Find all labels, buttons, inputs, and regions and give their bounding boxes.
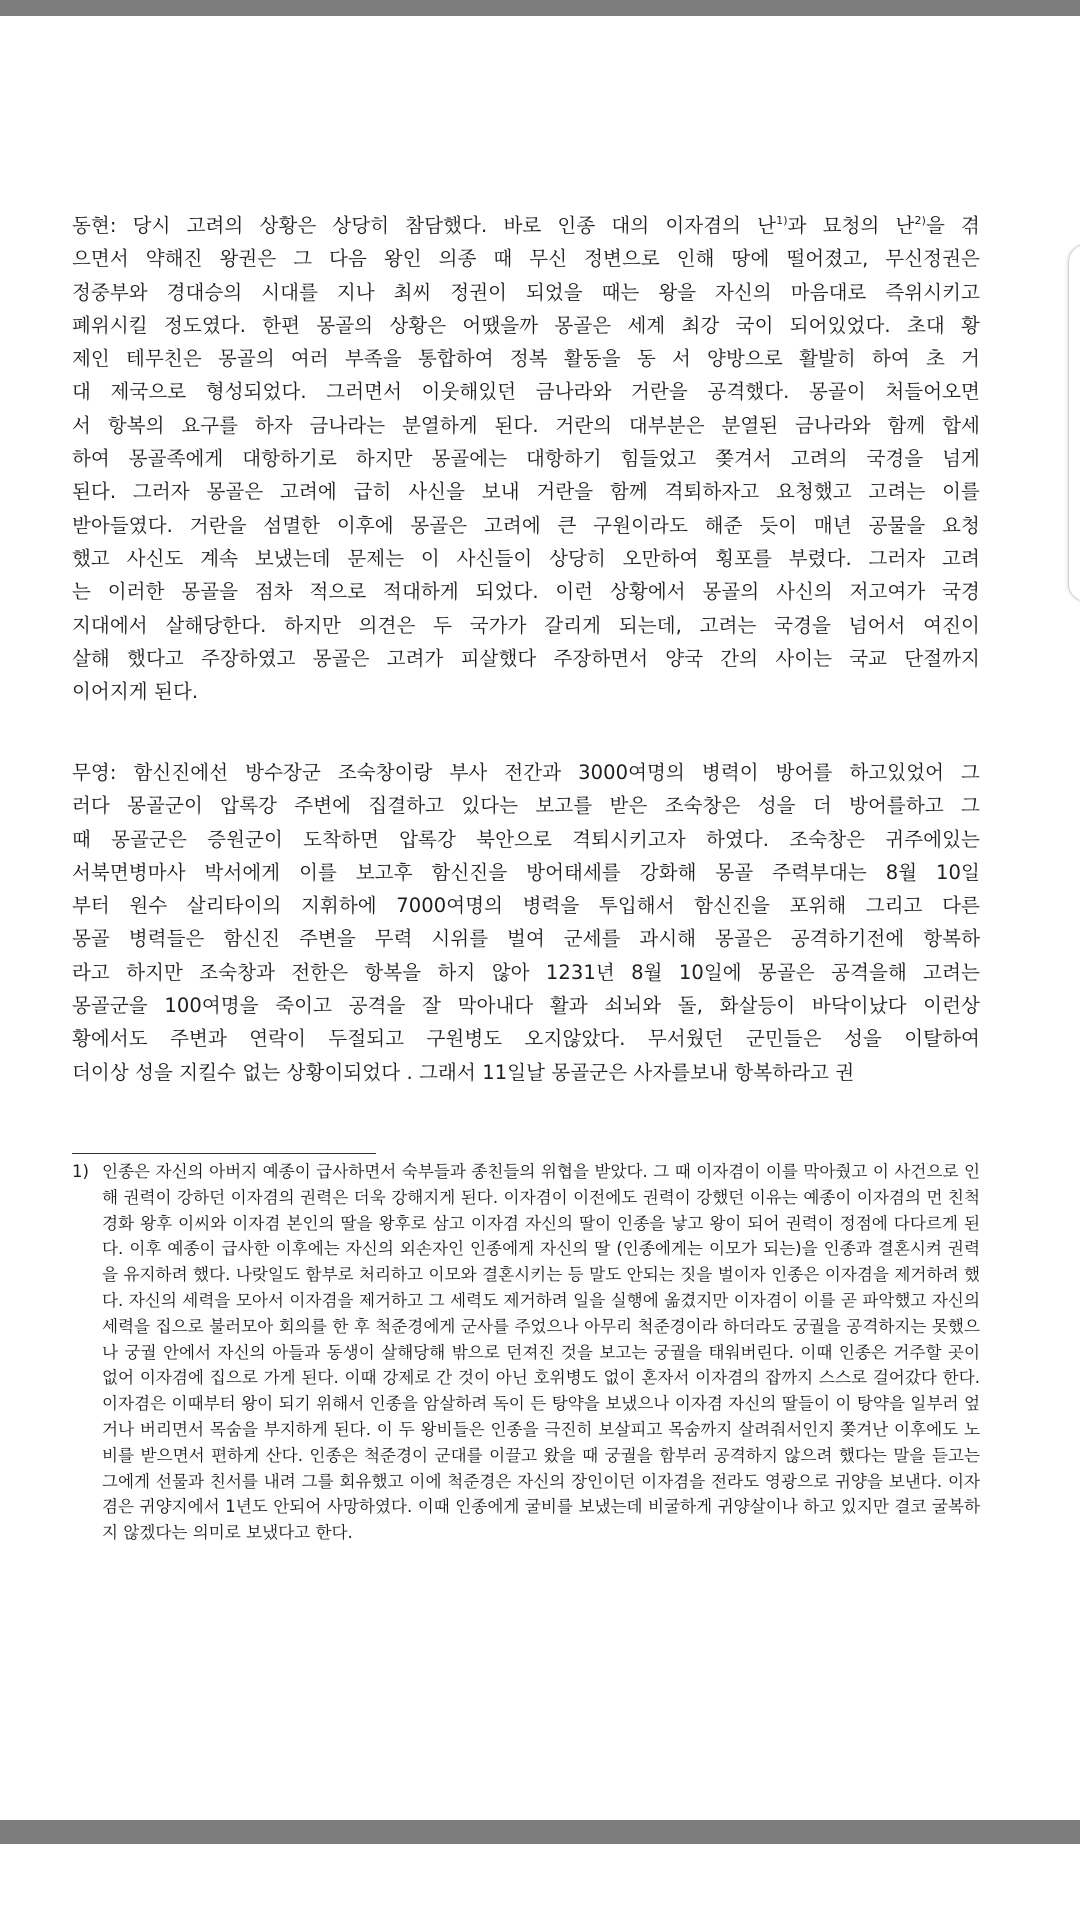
text-line xyxy=(72,642,980,675)
text-segment: 을 겪 xyxy=(926,214,980,237)
text-segment: 동현: 당시 고려의 상황은 상당히 참담했다. 바로 인종 대의 이자겸의 난 xyxy=(72,214,777,237)
text-segment: 제인 테무친은 몽골의 여러 부족을 통합하여 정복 활동을 동 서 양방으로 활발히 하여 초 거 xyxy=(72,347,980,371)
text-line xyxy=(72,309,980,342)
text-line xyxy=(72,575,980,608)
text-line xyxy=(72,922,980,955)
text-line xyxy=(72,375,980,408)
text-line xyxy=(72,789,980,822)
text-segment: 라고 하지만 조숙창과 전한은 항복을 하지 않아 1231년 8월 10일에 몽골은 공격을해 고려는 xyxy=(72,960,980,984)
viewer-bottom-bar xyxy=(0,1820,1080,1844)
paragraph-donghyun xyxy=(72,209,980,708)
text-segment: 러다 몽골군이 압록강 주변에 집결하고 있다는 보고를 받은 조숙창은 성을 더 방어를하고 그 xyxy=(72,794,980,818)
text-segment: 무영: 함신진에선 방수장군 조숙창이랑 부사 전간과 3000여명의 병력이 방어를 하고있었어 그 xyxy=(72,761,980,784)
paragraph-muyoung xyxy=(72,756,980,1089)
footnote-marker[interactable]: 1) xyxy=(776,214,788,227)
footnote-1 xyxy=(72,1159,980,1546)
text-line xyxy=(72,675,980,708)
text-line xyxy=(72,1056,980,1089)
text-line xyxy=(72,989,980,1022)
text-line xyxy=(72,956,980,989)
text-segment: 부터 원수 살리타이의 지휘하에 7000여명의 병력을 투입해서 함신진을 포위해 그리고 다른 xyxy=(72,894,980,918)
text-line xyxy=(72,1022,980,1055)
text-segment: 지대에서 살해당한다. 하지만 의견은 두 국가가 갈리게 되는데, 고려는 국경을 넘어서 여진이 xyxy=(72,613,980,637)
text-segment: 했고 사신도 계속 보냈는데 문제는 이 사신들이 상당히 오만하여 횡포를 부렸다. 그러자 고려 xyxy=(72,546,980,570)
footnote-text: 인종은 자신의 아버지 예종이 급사하면서 숙부들과 종친들의 위협을 받았다. 그 때 이자겸이 이를 막아줬고 이 사건으로 인해 권력이 강하던 이자겸의 권력은 더욱 강해지게 된다. 이자겸이 이전에도 권력이 강했던 이유는 예종이 이자겸의 먼 친척 경화 왕후 이씨와 이자겸 본인의 딸을 왕후로 삼고 이자겸 자신의 딸이 인종을 낳고 왕이 되어 권력이 정점에 다다르게 된다. 이후 예종이 급사한 이후에는 자신의 외손자인 인종에게 자신의 딸 (인종에게는 이모가 되는)을 인종과 결혼시켜 권력을 유지하려 했다. 나랏일도 함부로 처리하고 이모와 결혼시키는 등 말도 안되는 짓을 벌이자 인종은 이자겸을 제거하려 했다. 자신의 세력을 모아서 이자겸을 제거하고 그 세력도 제거하려 일을 실행에 옮겼지만 이자겸이 이를 곧 파악했고 자신의 세력을 집으로 불러모아 회의를 한 후 척준경에게 군사를 주었으나 아무리 척준경이라 하더라도 궁궐을 공격하지는 못했으나 궁궐 안에서 자신의 아들과 동생이 살해당해 밖으로 던져진 것을 보고는 궁궐을 태워버린다. 이때 인종은 거주할 곳이 없어 이자겸에 집으로 가게 된다. 이때 강제로 간 것이 아닌 호위병도 없이 혼자서 이자겸의 잡까지 스스로 걸어갔다 한다. 이자겸은 이때부터 왕이 되기 위해서 인종을 암살하려 독이 든 탕약을 보냈으나 이자겸 자신의 딸들이 이 탕약을 일부러 엎거나 버리면서 목숨을 부지하게 된다. 이 두 왕비들은 인종을 극진히 보살피고 목숨까지 살려줘서인지 쫒겨난 이후에도 노비를 받으면서 편하게 산다. 인종은 척준경이 군대를 이끌고 왔을 때 궁궐을 함부러 공격하지 않으려 했다는 말을 듣고는 그에게 선물과 친서를 내려 그를 회유했고 이에 척준경은 자신의 장인이던 이자겸을 전라도 영광으로 귀양을 보낸다. 이자겸은 귀양지에서 1년도 안되어 사망하였다. 이때 인종에게 굴비를 보냈는데 비굴하게 귀양살이나 하고 있지만 결코 굴복하지 않겠다는 의미로 보냈다고 한다. xyxy=(102,1162,980,1543)
text-line xyxy=(72,209,980,242)
scroll-handle[interactable] xyxy=(1068,244,1080,602)
text-segment: 과 묘청의 난 xyxy=(787,214,915,237)
text-line xyxy=(72,509,980,542)
text-segment: 는 이러한 몽골을 점차 적으로 적대하게 되었다. 이런 상황에서 몽골의 사신의 저고여가 국경 xyxy=(72,580,980,604)
text-line xyxy=(72,276,980,309)
text-line xyxy=(72,889,980,922)
text-segment: 대 제국으로 형성되었다. 그러면서 이웃해있던 금나라와 거란을 공격했다. 몽골이 처들어오면 xyxy=(72,380,980,404)
text-segment: 몽골군을 100여명을 죽이고 공격을 잘 막아내다 활과 쇠뇌와 돌, 화살등이 바닥이났다 이런상 xyxy=(72,994,980,1018)
text-line xyxy=(72,242,980,275)
text-line xyxy=(72,609,980,642)
text-line xyxy=(72,823,980,856)
text-segment: 몽골 병력들은 함신진 주변을 무력 시위를 벌여 군세를 과시해 몽골은 공격하기전에 항복하 xyxy=(72,927,980,951)
footnote-marker[interactable]: 2) xyxy=(914,214,926,227)
text-line xyxy=(72,442,980,475)
text-segment: 살해 했다고 주장하였고 몽골은 고려가 피살했다 주장하면서 양국 간의 사이는 국교 단절까지 xyxy=(72,646,980,670)
text-line xyxy=(72,856,980,889)
text-segment: 폐위시킬 정도였다. 한편 몽골의 상황은 어땠을까 몽골은 세계 최강 국이 되어있었다. 초대 황 xyxy=(72,313,980,337)
text-line xyxy=(72,756,980,789)
footnote-separator xyxy=(72,1153,376,1154)
text-line xyxy=(72,409,980,442)
text-segment: 받아들였다. 거란을 섬멸한 이후에 몽골은 고려에 큰 구원이라도 해준 듯이 매년 공물을 요청 xyxy=(72,513,980,537)
text-segment: 서북면병마사 박서에게 이를 보고후 함신진을 방어태세를 강화해 몽골 주력부대는 8월 10일 xyxy=(72,860,980,884)
text-segment: 더이상 성을 지킬수 없는 상황이되었다 . 그래서 11일날 몽골군은 사자를보내 항복하라고 권 xyxy=(72,1060,855,1084)
text-segment: 이어지게 된다. xyxy=(72,680,199,704)
text-segment: 때 몽골군은 증원군이 도착하면 압록강 북안으로 격퇴시키고자 하였다. 조숙창은 귀주에있는 xyxy=(72,827,980,851)
text-segment: 된다. 그러자 몽골은 고려에 급히 사신을 보내 거란을 함께 격퇴하자고 요청했고 고려는 이를 xyxy=(72,480,980,504)
text-segment: 황에서도 주변과 연락이 두절되고 구원병도 오지않았다. 무서웠던 군민들은 성을 이탈하여 xyxy=(72,1027,980,1051)
text-line xyxy=(72,475,980,508)
text-line xyxy=(72,542,980,575)
viewer-top-bar xyxy=(0,0,1080,16)
text-segment: 으면서 약해진 왕권은 그 다음 왕인 의종 때 무신 정변으로 인해 땅에 떨어졌고, 무신정권은 xyxy=(72,247,980,271)
text-line xyxy=(72,342,980,375)
text-segment: 정중부와 경대승의 시대를 지나 최씨 정권이 되었을 때는 왕을 자신의 마음대로 즉위시키고 xyxy=(72,280,980,304)
footnote-number: 1) xyxy=(72,1162,90,1181)
text-segment: 하여 몽골족에게 대항하기로 하지만 몽골에는 대항하기 힘들었고 쫒겨서 고려의 국경을 넘게 xyxy=(72,447,980,471)
text-segment: 서 항복의 요구를 하자 금나라는 분열하게 된다. 거란의 대부분은 분열된 금나라와 함께 합세 xyxy=(72,413,980,437)
